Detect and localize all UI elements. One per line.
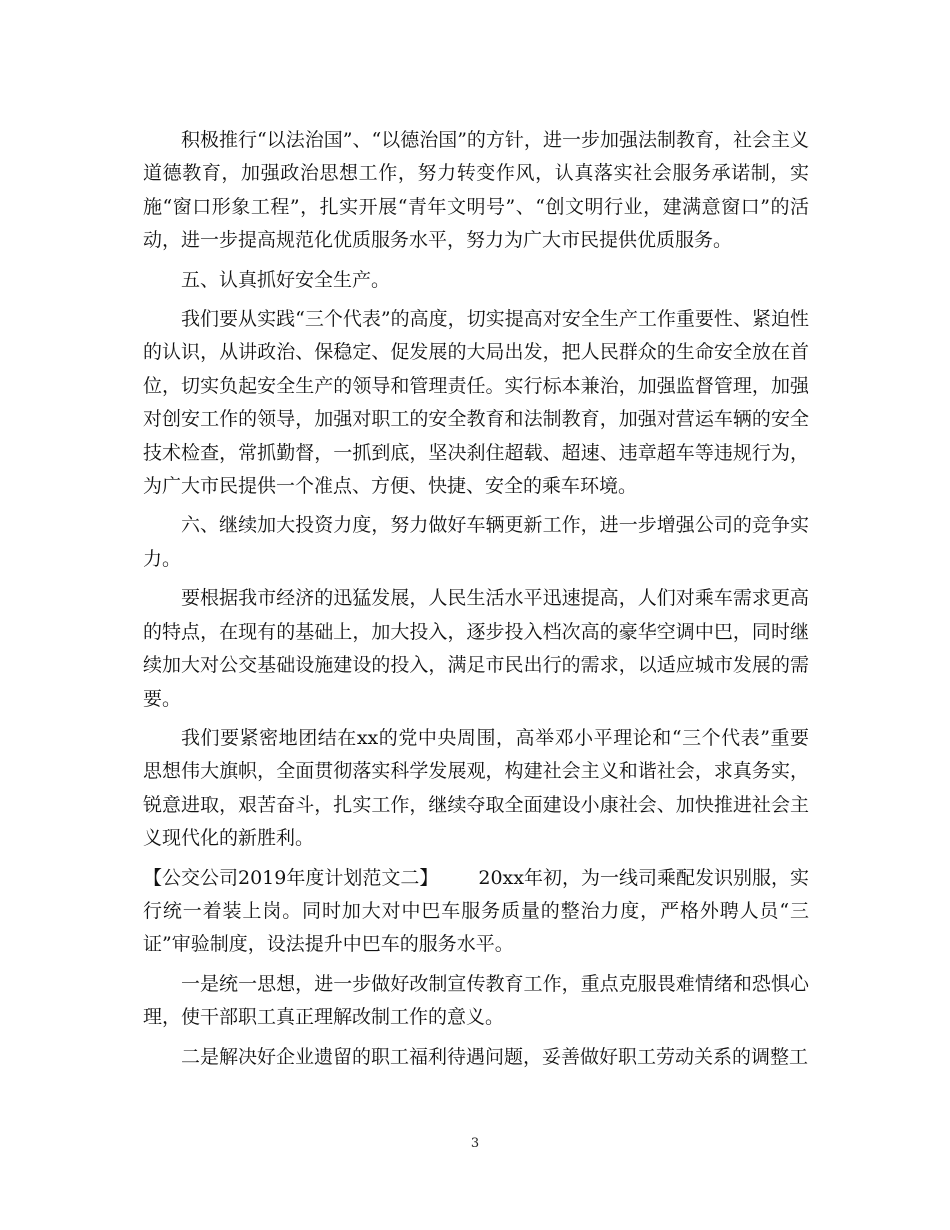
paragraph-rule-of-law: 积极推行“以法治国”、“以德治国”的方针，进一步加强法制教育，社会主义道德教育，加强政治思想工作，努力转变作风，认真落实社会服务承诺制，实施“窗口形象工程”，扎实开展“青年文明号”、“创文明行业，建满意窗口”的活动，进一步提高规范化优质服务水平，努力为广大市民提供优质服务。 <box>143 129 809 252</box>
section-two-paragraph <box>143 862 809 962</box>
page-number: 3 <box>470 1136 480 1151</box>
document-body <box>143 124 809 1080</box>
heading-investment: 六、继续加大投资力度，努力做好车辆更新工作，进一步增强公司的竞争实力。 <box>143 514 809 570</box>
paragraph-welfare: 二是解决好企业遗留的职工福利待遇问题，妥善做好职工劳动关系的调整工 <box>181 1045 809 1068</box>
section-title: 【公交公司2019年度计划范文二】 <box>143 866 439 889</box>
heading-safety-production: 五、认真抓好安全生产。 <box>181 268 391 291</box>
paragraph-investment: 要根据我市经济的迅猛发展，人民生活水平迅速提高，人们对乘车需求更高的特点，在现有的基础上，加大投入，逐步投入档次高的豪华空调中巴，同时继续加大对公交基础设施建设的投入，满足市民出行的需求，以适应城市发展的需要。 <box>143 587 809 710</box>
paragraph-unify-thinking: 一是统一思想，进一步做好改制宣传教育工作，重点克服畏难情绪和恐惧心理，使干部职工真正理解改制工作的意义。 <box>143 972 809 1029</box>
paragraph-conclusion: 我们要紧密地团结在xx的党中央周围，高举邓小平理论和“三个代表”重要思想伟大旗帜，全面贯彻落实科学发展观，构建社会主义和谐社会，求真务实，锐意进取，艰苦奋斗，扎实工作，继续夺取全面建设小康社会、加快推进社会主义现代化的新胜利。 <box>143 726 809 850</box>
paragraph-safety: 我们要从实践“三个代表”的高度，切实提高对安全生产工作重要性、紧迫性的认识，从讲政治、保稳定、促发展的大局出发，把人民群众的生命安全放在首位，切实负起安全生产的领导和管理责任。实行标本兼治，加强监督管理，加强对创安工作的领导，加强对职工的安全教育和法制教育，加强对营运车辆的安全技术检查，常抓勤督，一抓到底，坚决刹住超载、超速、违章超车等违规行为，为广大市民提供一个准点、方便、快捷、安全的乘车环境。 <box>143 308 809 498</box>
section-lead: 20xx年初，为一线司乘配发识别服，实行统一着装上岗。同时加大对中巴车服务质量的整治力度，严格外聘人员“三证”审验制度，设法提升中巴车的服务水平。 <box>143 866 809 956</box>
